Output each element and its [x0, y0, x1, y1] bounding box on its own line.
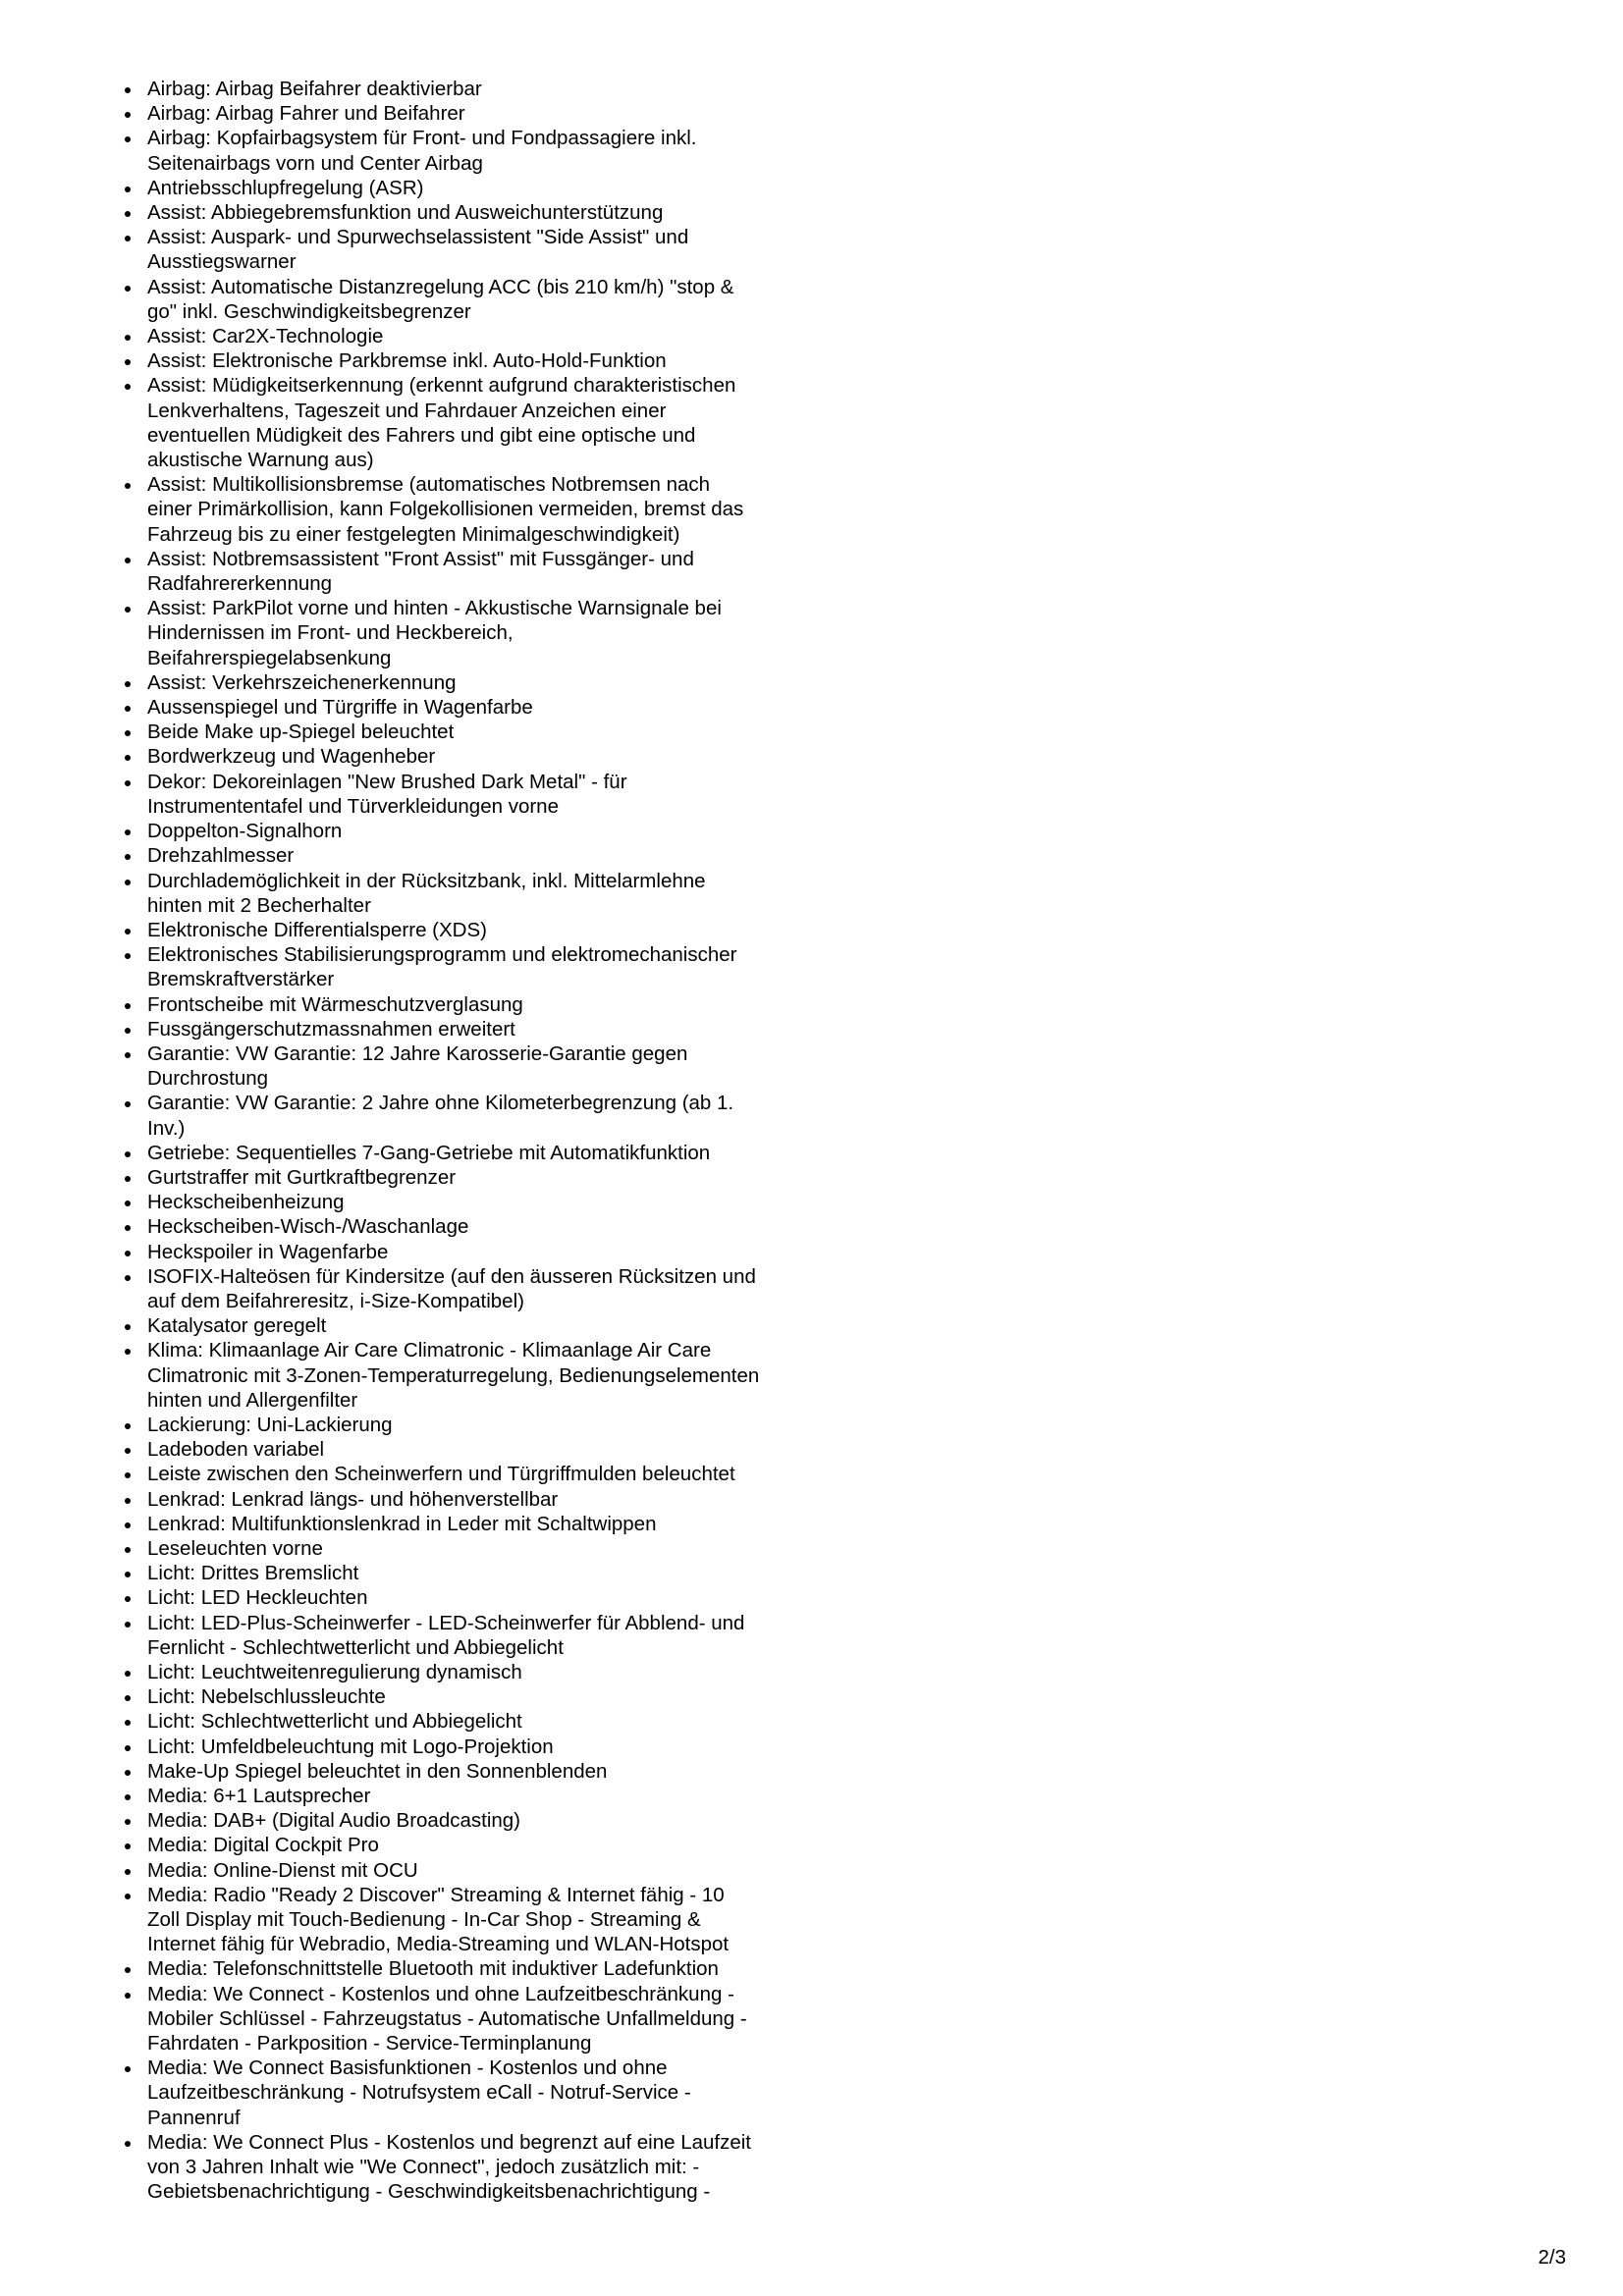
feature-item: Assist: Verkehrszeichenerkennung: [147, 670, 874, 695]
feature-item: Assist: Notbremsassistent "Front Assist" mit Fussgänger- und Radfahrererkennung: [147, 547, 874, 596]
feature-item: Licht: Drittes Bremslicht: [147, 1561, 874, 1585]
feature-item: Assist: Müdigkeitserkennung (erkennt aufgrund charakteristischen Lenkverhaltens, Tageszeit und Fahrdauer Anzeichen einer eventuellen Müdigkeit des Fahrers und gibt eine optische und akustische Warnung aus): [147, 373, 874, 472]
feature-item: Make-Up Spiegel beleuchtet in den Sonnenblenden: [147, 1759, 874, 1784]
feature-item: Media: 6+1 Lautsprecher: [147, 1784, 874, 1808]
feature-item: Airbag: Kopfairbagsystem für Front- und Fondpassagiere inkl. Seitenairbags vorn und Center Airbag: [147, 126, 874, 175]
feature-item: Lackierung: Uni-Lackierung: [147, 1413, 874, 1437]
feature-item: Licht: Umfeldbeleuchtung mit Logo-Projektion: [147, 1735, 874, 1759]
feature-item: Airbag: Airbag Fahrer und Beifahrer: [147, 101, 874, 126]
feature-item: Durchlademöglichkeit in der Rücksitzbank, inkl. Mittelarmlehne hinten mit 2 Becherhalter: [147, 869, 874, 918]
feature-item: Ladeboden variabel: [147, 1437, 874, 1462]
feature-item: Klima: Klimaanlage Air Care Climatronic - Klimaanlage Air Care Climatronic mit 3-Zonen-Temperaturregelung, Bedienungselementen hinten und Allergenfilter: [147, 1338, 874, 1413]
feature-item: Licht: Schlechtwetterlicht und Abbiegelicht: [147, 1709, 874, 1734]
feature-item: Garantie: VW Garantie: 12 Jahre Karosserie-Garantie gegen Durchrostung: [147, 1041, 874, 1091]
feature-item: Gurtstraffer mit Gurtkraftbegrenzer: [147, 1165, 874, 1190]
feature-item: Doppelton-Signalhorn: [147, 819, 874, 843]
feature-item: Katalysator geregelt: [147, 1313, 874, 1338]
feature-item: Media: Telefonschnittstelle Bluetooth mit induktiver Ladefunktion: [147, 1956, 874, 1981]
feature-item: Airbag: Airbag Beifahrer deaktivierbar: [147, 77, 874, 101]
feature-item: Elektronische Differentialsperre (XDS): [147, 918, 874, 942]
feature-item: Heckscheiben-Wisch-/Waschanlage: [147, 1214, 874, 1239]
feature-item: Heckscheibenheizung: [147, 1190, 874, 1214]
feature-list: [118, 77, 874, 2204]
feature-item: Bordwerkzeug und Wagenheber: [147, 744, 874, 769]
feature-item: Assist: Car2X-Technologie: [147, 324, 874, 348]
feature-item: Licht: Leuchtweitenregulierung dynamisch: [147, 1660, 874, 1684]
feature-item: Lenkrad: Multifunktionslenkrad in Leder mit Schaltwippen: [147, 1512, 874, 1536]
feature-item: Assist: Multikollisionsbremse (automatisches Notbremsen nach einer Primärkollision, kann Folgekollisionen vermeiden, bremst das Fahrzeug bis zu einer festgelegten Minimalgeschwindigkeit): [147, 472, 874, 547]
feature-item: Media: Online-Dienst mit OCU: [147, 1858, 874, 1883]
feature-item: Media: We Connect Basisfunktionen - Kostenlos und ohne Laufzeitbeschränkung - Notrufsystem eCall - Notruf-Service - Pannenruf: [147, 2056, 874, 2130]
feature-item: Garantie: VW Garantie: 2 Jahre ohne Kilometerbegrenzung (ab 1. Inv.): [147, 1091, 874, 1140]
feature-item: Aussenspiegel und Türgriffe in Wagenfarbe: [147, 695, 874, 720]
feature-item: Assist: Elektronische Parkbremse inkl. Auto-Hold-Funktion: [147, 348, 874, 373]
feature-item: Heckspoiler in Wagenfarbe: [147, 1240, 874, 1264]
feature-item: Media: We Connect - Kostenlos und ohne Laufzeitbeschränkung - Mobiler Schlüssel - Fahrzeugstatus - Automatische Unfallmeldung - Fahrdaten - Parkposition - Service-Terminplanung: [147, 1982, 874, 2056]
feature-item: Drehzahlmesser: [147, 843, 874, 868]
feature-item: Lenkrad: Lenkrad längs- und höhenverstellbar: [147, 1487, 874, 1512]
feature-item: Licht: LED Heckleuchten: [147, 1585, 874, 1610]
page-number: 2/3: [1538, 2246, 1566, 2269]
feature-item: Licht: LED-Plus-Scheinwerfer - LED-Scheinwerfer für Abblend- und Fernlicht - Schlechtwetterlicht und Abbiegelicht: [147, 1611, 874, 1660]
feature-item: Beide Make up-Spiegel beleuchtet: [147, 720, 874, 744]
feature-item: Media: Digital Cockpit Pro: [147, 1833, 874, 1857]
feature-item: Getriebe: Sequentielles 7-Gang-Getriebe mit Automatikfunktion: [147, 1141, 874, 1165]
feature-item: Leiste zwischen den Scheinwerfern und Türgriffmulden beleuchtet: [147, 1462, 874, 1486]
feature-item: Media: DAB+ (Digital Audio Broadcasting): [147, 1808, 874, 1833]
feature-item: Media: We Connect Plus - Kostenlos und begrenzt auf eine Laufzeit von 3 Jahren Inhalt wie "We Connect", jedoch zusätzlich mit: - Gebietsbenachrichtigung - Geschwindigkeitsbenachrichtigung -: [147, 2130, 874, 2205]
feature-item: Dekor: Dekoreinlagen "New Brushed Dark Metal" - für Instrumententafel und Türverkleidungen vorne: [147, 770, 874, 819]
feature-item: Frontscheibe mit Wärmeschutzverglasung: [147, 992, 874, 1017]
feature-item: Antriebsschlupfregelung (ASR): [147, 176, 874, 200]
feature-item: Assist: Abbiegebremsfunktion und Ausweichunterstützung: [147, 200, 874, 225]
feature-item: Leseleuchten vorne: [147, 1536, 874, 1561]
feature-item: Fussgängerschutzmassnahmen erweitert: [147, 1017, 874, 1041]
feature-item: Elektronisches Stabilisierungsprogramm und elektromechanischer Bremskraftverstärker: [147, 942, 874, 991]
feature-item: Licht: Nebelschlussleuchte: [147, 1684, 874, 1709]
feature-item: ISOFIX-Halteösen für Kindersitze (auf den äusseren Rücksitzen und auf dem Beifahreresitz, i-Size-Kompatibel): [147, 1264, 874, 1313]
feature-item: Assist: Automatische Distanzregelung ACC (bis 210 km/h) "stop & go" inkl. Geschwindigkeitsbegrenzer: [147, 275, 874, 324]
feature-item: Media: Radio "Ready 2 Discover" Streaming & Internet fähig - 10 Zoll Display mit Touch-Bedienung - In-Car Shop - Streaming & Internet fähig für Webradio, Media-Streaming und WLAN-Hotspot: [147, 1883, 874, 1957]
feature-item: Assist: ParkPilot vorne und hinten - Akkustische Warnsignale bei Hindernissen im Front- und Heckbereich, Beifahrerspiegelabsenkung: [147, 596, 874, 670]
feature-item: Assist: Auspark- und Spurwechselassistent "Side Assist" und Ausstiegswarner: [147, 225, 874, 274]
